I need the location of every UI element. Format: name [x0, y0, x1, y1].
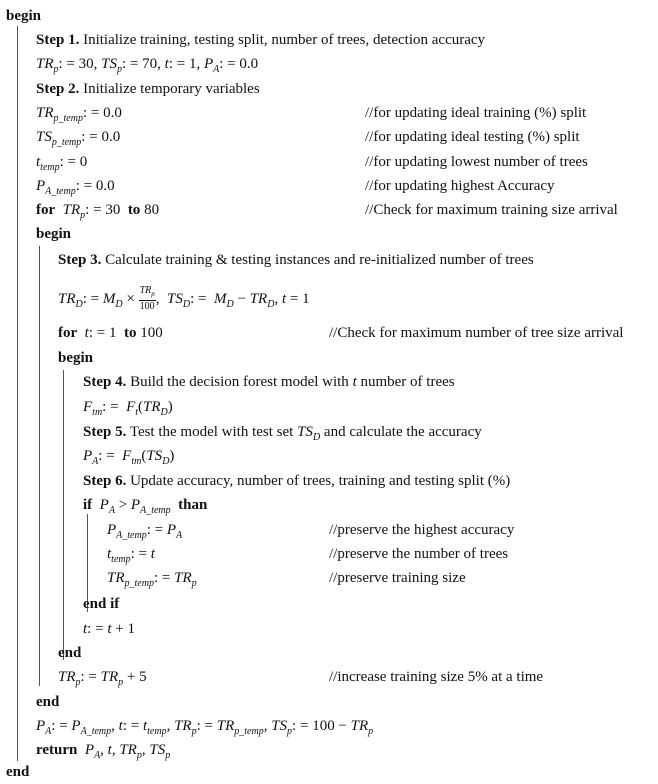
tmp-pa-line: $P_{A\_temp}$: = 0.0 //for updating highest Accuracy [36, 178, 555, 197]
preserve-pa-line: $P_{A\_temp}$: = $P_A$ //preserve the highest accuracy [107, 522, 515, 541]
guide-inner-1 [39, 246, 40, 686]
step2-line: Step 2. Initialize temporary variables [36, 81, 260, 97]
end-loop2: end [58, 645, 82, 661]
test-line: $P_A$: = $F_{tm}(TS_D)$ [83, 448, 175, 467]
if-line: if $P_A > P_{A\_temp}$ than [83, 497, 208, 516]
build-line: $F_{tm}$: = $F_t(TR_D)$ [83, 399, 173, 418]
for-training-line: for $TR_p$: = 30 to 80 //Check for maximum training size arrival [36, 202, 618, 221]
fraction: $\frac{TR_p}{100}$ [139, 285, 155, 312]
tmp-ts-line: $TS_{p\_temp}$: = 0.0 //for updating ideal testing (%) split [36, 129, 580, 148]
step4-line: Step 4. Build the decision forest model with t number of trees [83, 374, 455, 390]
preserve-t-line: $t_{temp}$: = t //preserve the number of trees [107, 546, 509, 565]
preserve-tr-line: $TR_{p\_temp}$: = $TR_p$ //preserve training size [107, 570, 466, 589]
return-line: return $P_A$, t, $TR_p$, $TS_p$ [36, 742, 171, 761]
begin-outer: begin [6, 8, 42, 24]
step5-line: Step 5. Test the model with test set $TS_D$ and calculate the accuracy [83, 424, 482, 443]
step1-line: Step 1. Initialize training, testing split, number of trees, detection accuracy [36, 32, 486, 48]
tmp-t-line: $t_{temp}$: = 0 //for updating lowest number of trees [36, 154, 588, 173]
for-trees-line: for t: = 1 to 100 //Check for maximum number of tree size arrival [58, 325, 624, 341]
step3-line: Step 3. Calculate training & testing instances and re-initialized number of trees [58, 252, 534, 268]
final-assign-line: $P_A$: = $P_{A\_temp}$, t: = $t_{temp}$, $TR_p$: = $TR_{p\_temp}$, $TS_p$: = $100 - TR_p$ [36, 718, 374, 737]
increment-tr-line: $TR_p$: = $TR_p + 5$ //increase training size 5% at a time [58, 669, 544, 688]
guide-inner-2 [63, 370, 64, 660]
init-line: $TR_p$: = 30, $TS_p$: = 70, t: = 1, $P_A$: = 0.0 [36, 56, 259, 75]
increment-t-line: t: = t + 1 [83, 621, 135, 637]
guide-outer [17, 26, 18, 761]
end-if: end if [83, 596, 120, 612]
tmp-tr-line: $TR_{p\_temp}$: = 0.0 //for updating ideal training (%) split [36, 105, 587, 124]
begin-loop1: begin [36, 226, 72, 242]
end-outer: end [6, 764, 30, 780]
end-loop1: end [36, 694, 60, 710]
calc-line: $TR_D$: = $M_D$ × $\frac{TR_p}{100}$ , $TS_D$: = $M_D - TR_D$, t = 1 [58, 285, 310, 312]
step6-line: Step 6. Update accuracy, number of trees, training and testing split (%) [83, 473, 511, 489]
begin-loop2: begin [58, 350, 94, 366]
